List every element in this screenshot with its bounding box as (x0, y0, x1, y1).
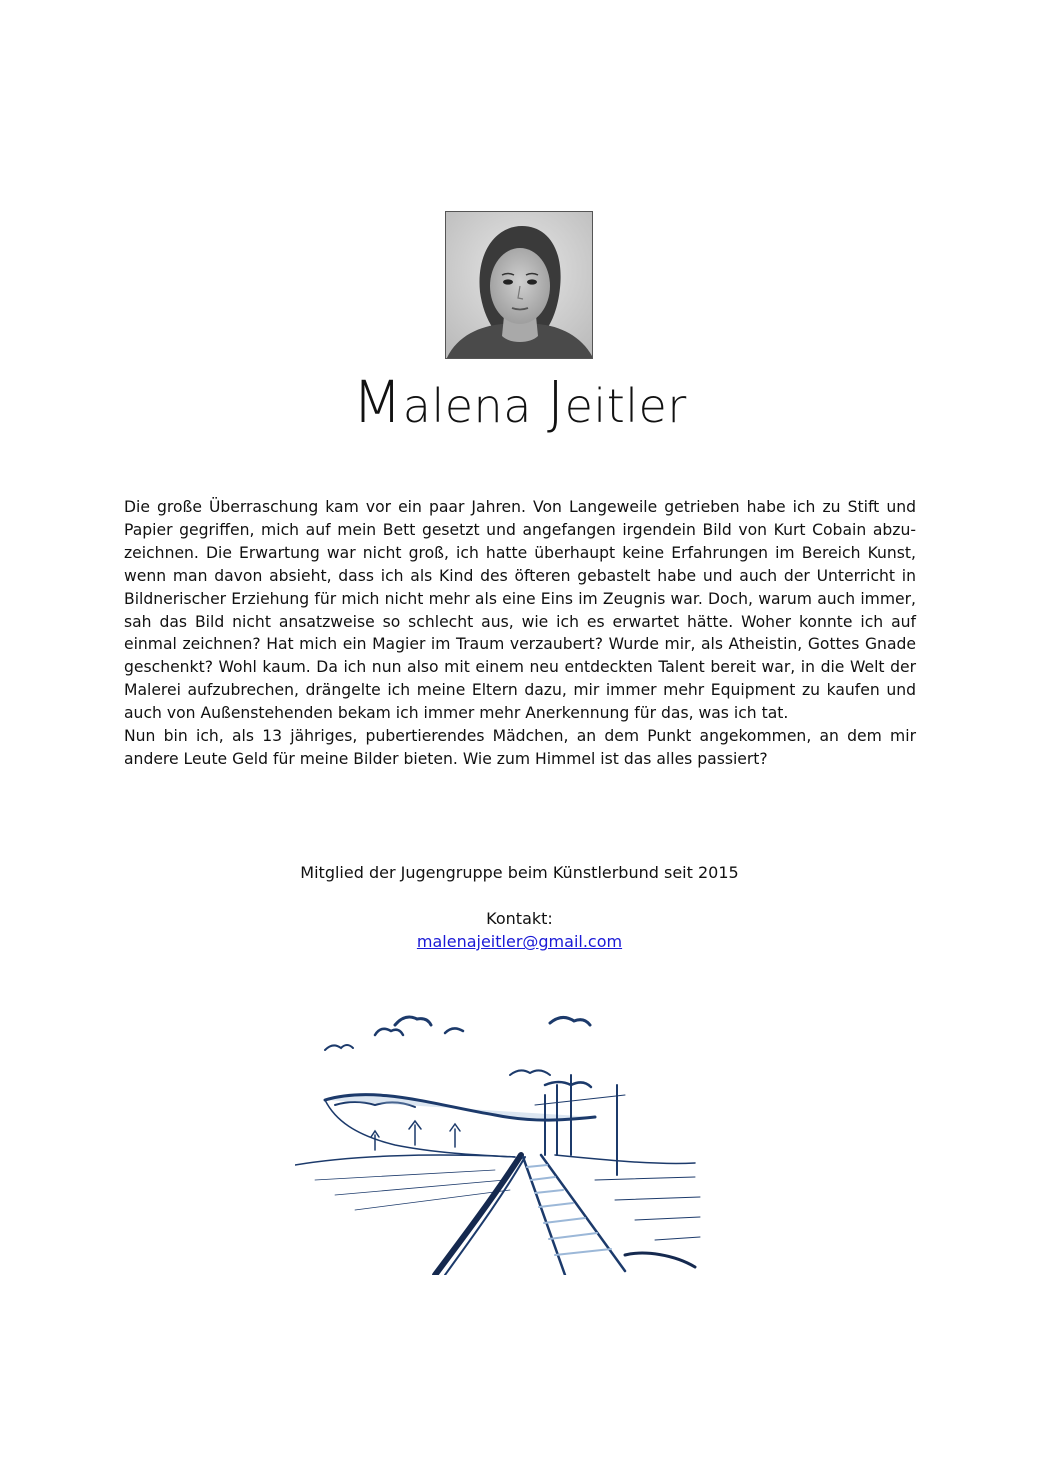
name-first-rest: alena (402, 379, 548, 433)
name-first-initial: M (352, 368, 403, 436)
biography (124, 496, 916, 771)
name-last-rest: eitler (564, 379, 687, 433)
contact-email-wrapper (0, 932, 1039, 951)
artist-name (0, 368, 1039, 436)
portrait-photo (445, 211, 593, 359)
bio-paragraph-2: Nun bin ich, als 13 jähriges, pubertierendes Mädchen, an dem Punkt angekommen, an dem mir andere Leute Geld für meine Bilder bieten. Wie zum Himmel ist das alles passiert? (124, 727, 916, 768)
railway-landscape-drawing (295, 1005, 715, 1275)
membership-note: Mitglied der Jugengruppe beim Künstlerbund seit 2015 (300, 863, 739, 882)
contact-email-link[interactable]: malenajeitler@gmail.com (416, 932, 623, 951)
name-last-initial: J (547, 368, 565, 436)
contact-label: Kontakt: (486, 909, 553, 928)
bio-paragraph-1: Die große Überraschung kam vor ein paar Jahren. Von Langeweile getrieben habe ich zu Stift und Papier gegriffen, mich auf mein Bett gesetzt und angefangen irgendein Bild von Kurt Cobain abzu-zeichnen. Die Erwartung war nicht groß, ich hatte überhaupt keine Erfahrungen im Bereich Kunst, wenn man davon absieht, dass ich als Kind des öfteren gebastelt habe und auch der Unterricht in Bildnerischer Erziehung für mich nicht mehr als eine Eins im Zeugnis war. Doch, warum auch immer, sah das Bild nicht ansatzweise so schlecht aus, wie ich es erwartet hätte. Woher konnte ich auf einmal zeichnen? Hat mich ein Magier im Traum verzaubert? Wurde mir, als Atheistin, Gottes Gnade geschenkt? Wohl kaum. Da ich nun also mit einem neu entdeckten Talent bereit war, in die Welt der Malerei aufzubrechen, drängelte ich meine Eltern dazu, mir immer mehr Equipment zu kaufen und auch von Außenstehenden bekam ich immer mehr Anerkennung für das, was ich tat. (124, 498, 916, 723)
